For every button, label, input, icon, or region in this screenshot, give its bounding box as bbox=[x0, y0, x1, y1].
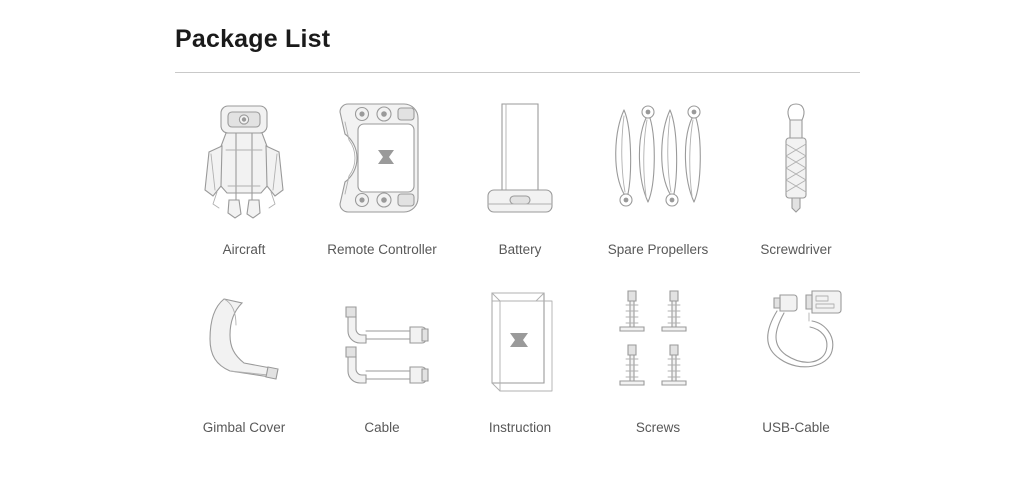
battery-icon bbox=[451, 88, 589, 228]
package-item-instruction bbox=[451, 281, 589, 435]
title-divider bbox=[175, 72, 860, 73]
cable-icon bbox=[313, 281, 451, 406]
package-item-label: USB-Cable bbox=[762, 420, 830, 435]
package-item-label: Screwdriver bbox=[760, 242, 832, 257]
gimbal-cover-icon bbox=[175, 281, 313, 406]
package-item-remote-controller bbox=[313, 88, 451, 257]
page-title: Package List bbox=[175, 25, 331, 53]
package-items-grid bbox=[175, 88, 865, 435]
package-item-label: Instruction bbox=[488, 420, 552, 435]
instruction-manual-icon bbox=[451, 281, 589, 406]
package-item-aircraft bbox=[175, 88, 313, 257]
screwdriver-icon bbox=[727, 88, 865, 228]
package-item-spare-propellers bbox=[589, 88, 727, 257]
package-item-gimbal-cover bbox=[175, 281, 313, 435]
package-row bbox=[175, 281, 865, 435]
package-item-screwdriver bbox=[727, 88, 865, 257]
drone-aircraft-icon bbox=[175, 88, 313, 228]
remote-controller-icon bbox=[313, 88, 451, 228]
package-item-label: Cable bbox=[364, 420, 400, 435]
package-item-label: Aircraft bbox=[222, 242, 266, 257]
package-item-usb-cable bbox=[727, 281, 865, 435]
package-row bbox=[175, 88, 865, 257]
package-item-label: Screws bbox=[635, 420, 681, 435]
package-item-battery bbox=[451, 88, 589, 257]
package-item-label: Spare Propellers bbox=[607, 242, 709, 257]
package-item-label: Gimbal Cover bbox=[202, 420, 286, 435]
usb-cable-icon bbox=[727, 281, 865, 406]
package-item-label: Remote Controller bbox=[327, 242, 437, 257]
package-item-screws bbox=[589, 281, 727, 435]
package-item-label: Battery bbox=[498, 242, 542, 257]
screws-icon bbox=[589, 281, 727, 406]
propellers-icon bbox=[589, 88, 727, 228]
package-item-cable bbox=[313, 281, 451, 435]
